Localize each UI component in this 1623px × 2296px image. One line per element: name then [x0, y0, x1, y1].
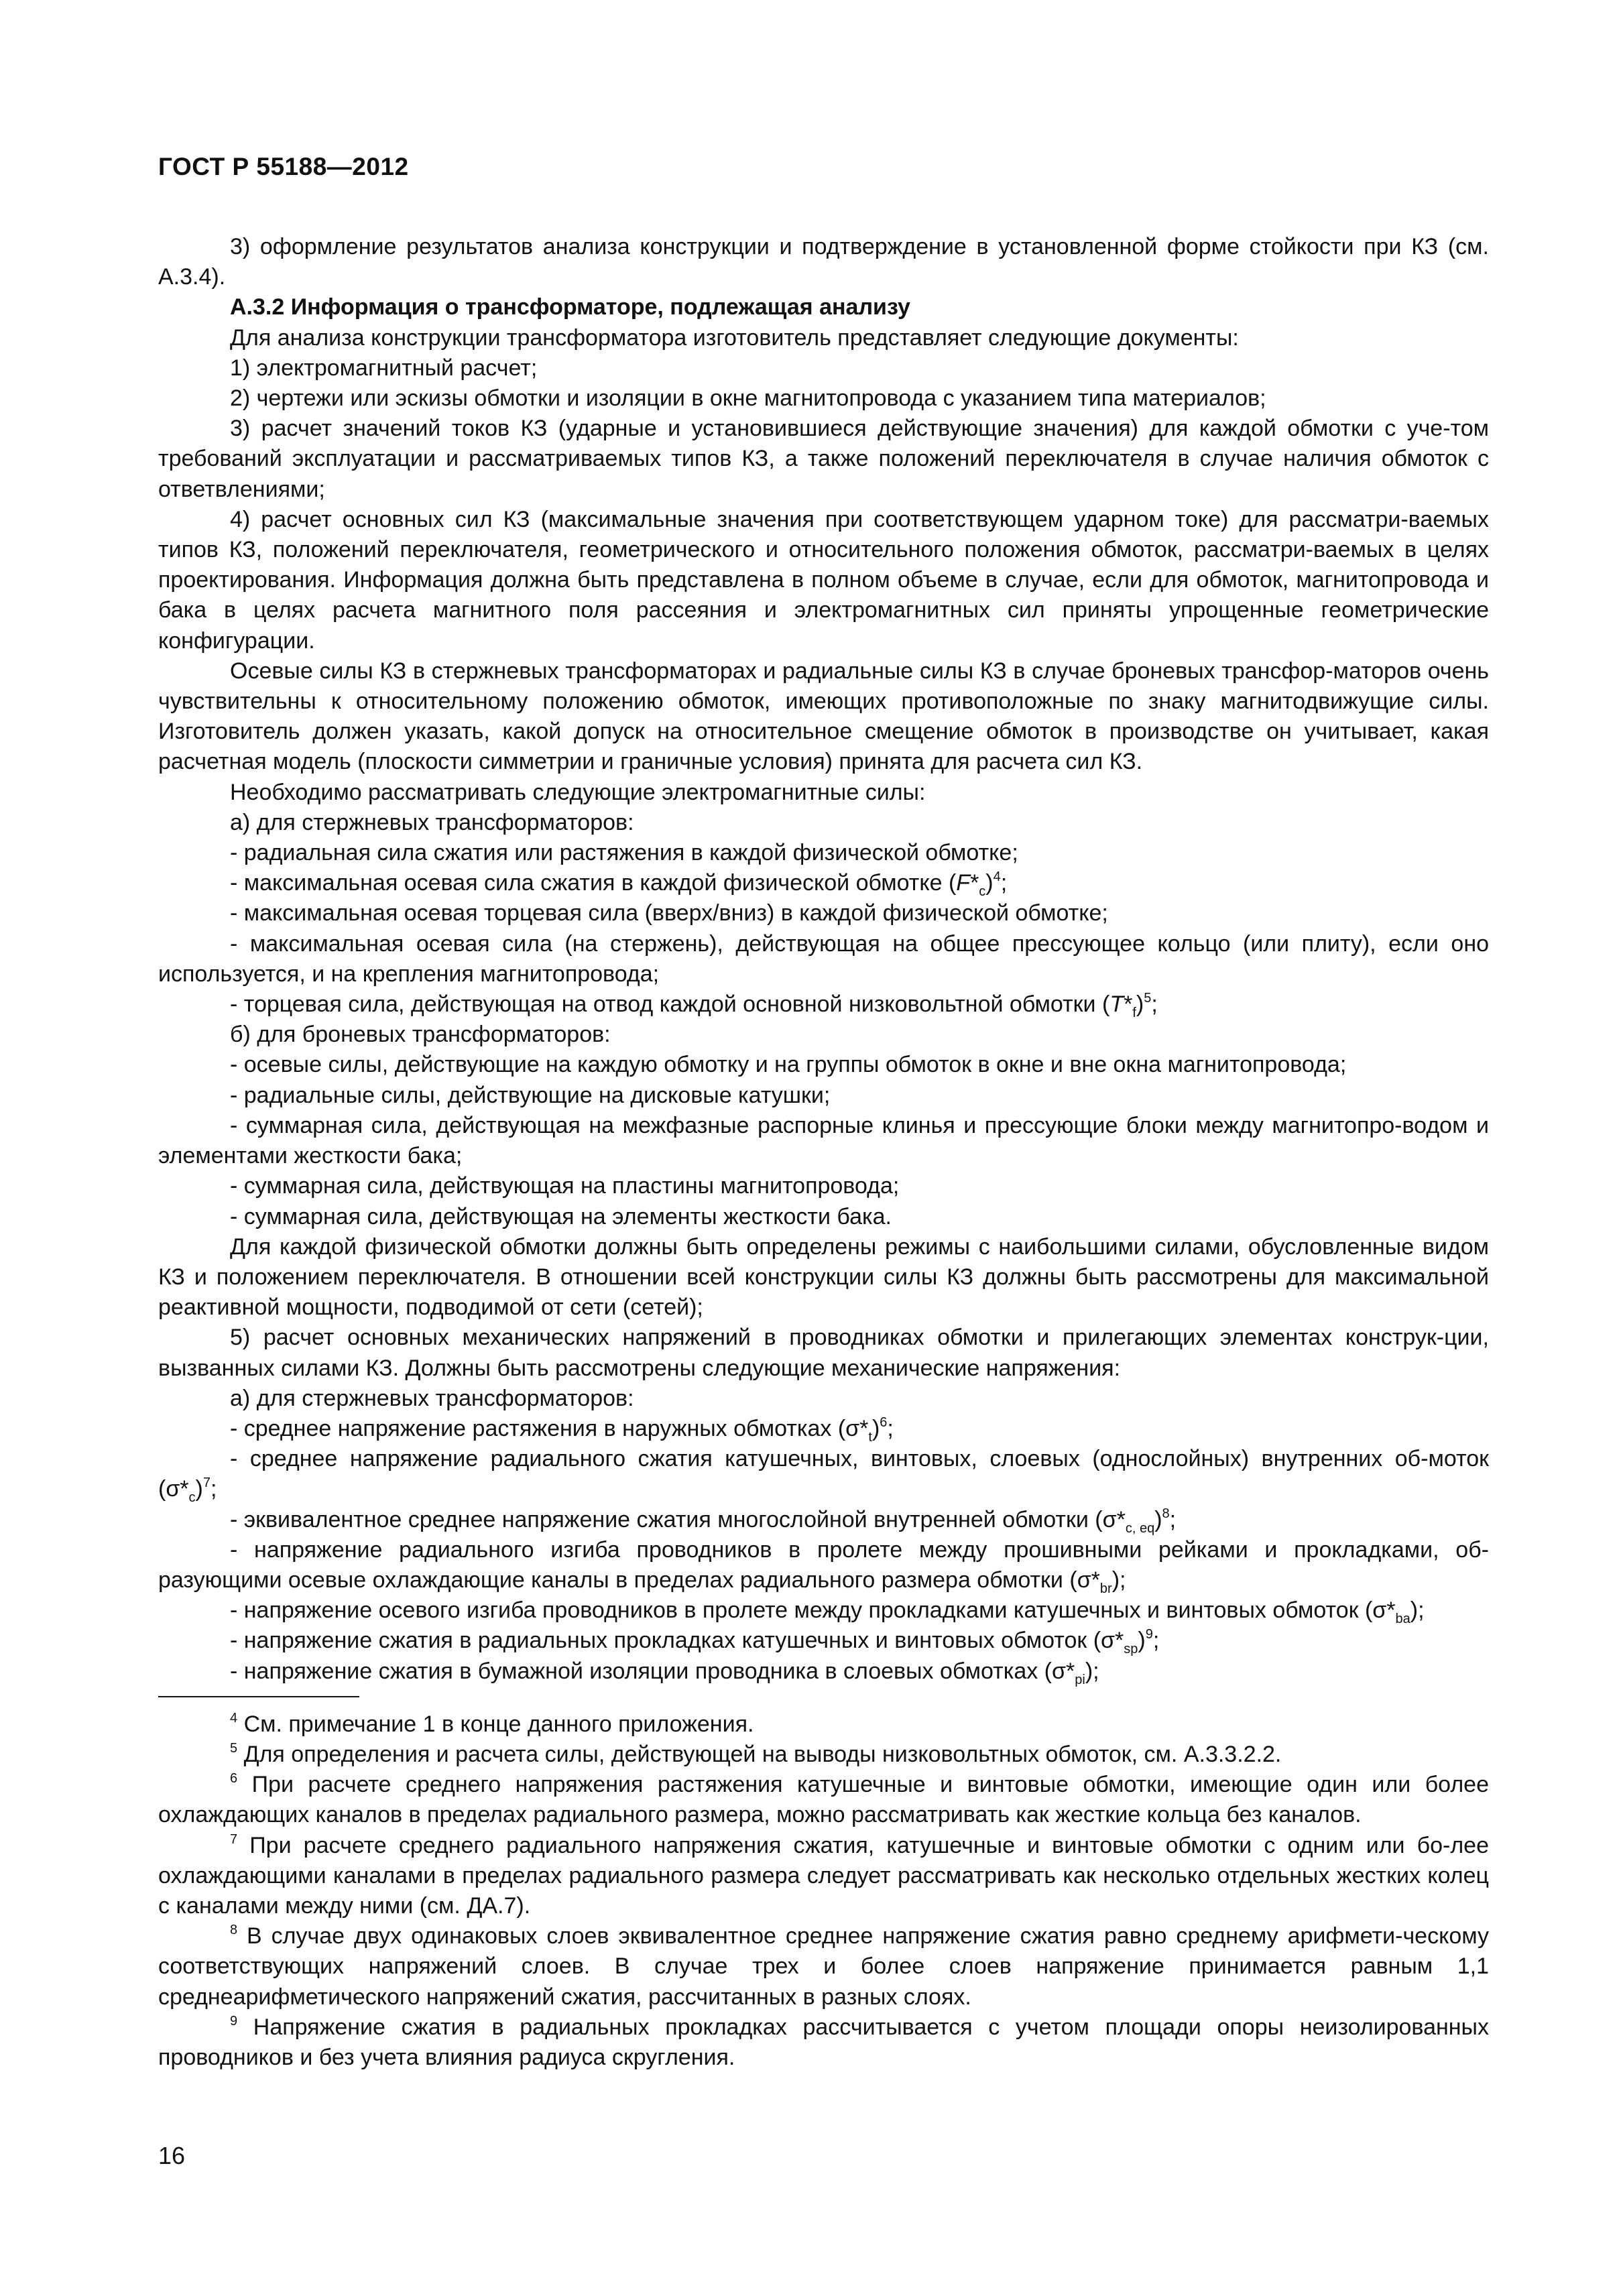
paragraph: - среднее напряжение растяжения в наружных обмотках $(\sigma*_t)^6$; [230, 1414, 894, 1445]
page-number: 16 [158, 2142, 186, 2169]
paragraph: Для анализа конструкции трансформатора изготовитель представляет следующие документы: [230, 324, 1239, 351]
document-header: ГОСТ Р 55188—2012 [158, 153, 409, 180]
paragraph: 5) расчет основных механических напряжений в проводниках обмотки и прилегающих элементах конструк-ции, вызванных силами КЗ. Должны быть рассмотрены следующие механические напряжения: [158, 1325, 1489, 1381]
paragraph: - радиальные силы, действующие на дисковые катушки; [230, 1082, 831, 1108]
paragraph: Осевые силы КЗ в стержневых трансформаторах и радиальные силы КЗ в случае броневых трансфор-маторов очень чувствительны к относительному положению обмоток, имеющих противоположные по знаку магнитодвижущие силы. Изготовитель должен указать, какой допуск на относительное смещение обмоток в производстве он учитывает, какая расчетная модель (плоскости симметрии и граничные условия) принята для расчета сил КЗ. [158, 658, 1489, 775]
paragraph: - осевые силы, действующие на каждую обмотку и на группы обмоток в окне и вне окна магнитопровода; [230, 1052, 1347, 1078]
main-text [158, 232, 1489, 1687]
footnote: $^4$ См. примечание 1 в конце данного приложения. [230, 1710, 754, 1737]
paragraph: а) для стержневых трансформаторов: [230, 1385, 634, 1411]
paragraph: 3) оформление результатов анализа конструкции и подтверждение в установленной форме стойкости при КЗ (см. А.3.4). [158, 234, 1489, 290]
paragraph: - напряжение сжатия в радиальных прокладках катушечных и винтовых обмоток $(\sigma*_{sp})^9$; [230, 1627, 1160, 1657]
paragraph: 4) расчет основных сил КЗ (максимальные значения при соответствующем ударном токе) для рассматри-ваемых типов КЗ, положений переключателя, геометрического и относительного положения обмоток, рассматри-ваемых в целях проектирования. Информация должна быть представлена в полном объеме в случае, если для обмоток, магнитопровода и бака в целях расчета магнитного поля рассеяния и электромагнитных сил приняты упрощенные геометрические конфигурации. [158, 506, 1489, 654]
paragraph: - эквивалентное среднее напряжение сжатия многослойной внутренней обмотки $(\sigma*_{c, eq})^8$; [230, 1506, 1177, 1536]
paragraph: 1) электромагнитный расчет; [230, 355, 538, 381]
footnote: $^6$ При расчете среднего напряжения растяжения катушечные и винтовые обмотки, имеющие один или более охлаждающих каналов в пределах радиального размера, можно рассматривать как жесткие кольца без каналов. [158, 1771, 1489, 1828]
paragraph: б) для броневых трансформаторов: [230, 1022, 611, 1048]
paragraph: 3) расчет значений токов КЗ (ударные и установившиеся действующие значения) для каждой обмотки с уче-том требований эксплуатации и рассматриваемых типов КЗ, а также положений переключателя в случае наличия обмоток с ответвлениями; [158, 416, 1489, 502]
paragraph: - радиальная сила сжатия или растяжения в каждой физической обмотке; [230, 840, 1018, 866]
paragraph: - напряжение радиального изгиба проводников в пролете между прошивными рейками и прокладками, об-разующими осевые охлаждающие каналы в пределах радиального размера обмотки $(\sigma*_{br})$; [158, 1536, 1489, 1596]
paragraph: - напряжение сжатия в бумажной изоляции проводника в слоевых обмотках $(\sigma*_{pi})$; [230, 1658, 1099, 1687]
paragraph: - максимальная осевая сила (на стержень), действующая на общее прессующее кольцо (или плиту), если оно используется, и на крепления магнитопровода; [158, 930, 1489, 987]
paragraph: - суммарная сила, действующая на пластины магнитопровода; [230, 1173, 900, 1199]
footnote: $^8$ В случае двух одинаковых слоев эквивалентное среднее напряжение сжатия равно среднему арифмети-ческому соответствующих напряжений слоев. В случае трех и более слоев напряжение принимается равным 1,1 среднеарифметического напряжений сжатия, рассчитанных в разных слоях. [158, 1923, 1489, 2010]
footnote: $^9$ Напряжение сжатия в радиальных прокладках рассчитывается с учетом площади опоры неизолированных проводников и без учета влияния радиуса скругления. [158, 2013, 1489, 2070]
footnote-separator [158, 1696, 359, 1697]
footnotes [158, 1709, 1489, 2073]
paragraph: - напряжение осевого изгиба проводников в пролете между прокладками катушечных и винтовых обмоток $(\sigma*_{ba})$; [230, 1597, 1425, 1627]
paragraph: Для каждой физической обмотки должны быть определены режимы с наибольшими силами, обусловленные видом КЗ и положением переключателя. В отношении всей конструкции силы КЗ должны быть рассмотрены для максимальной реактивной мощности, подводимой от сети (сетей); [158, 1233, 1489, 1321]
paragraph: А.3.2 Информация о трансформаторе, подлежащая анализу [230, 294, 910, 320]
footnote: $^5$ Для определения и расчета силы, действующей на выводы низковольтных обмоток, см. А.3.3.2.2. [230, 1740, 1282, 1767]
document-body [158, 232, 1489, 2073]
paragraph: 2) чертежи или эскизы обмотки и изоляции в окне магнитопровода с указанием типа материалов; [230, 385, 1266, 412]
paragraph: - максимальная осевая торцевая сила (вверх/вниз) в каждой физической обмотке; [230, 900, 1108, 926]
paragraph: - суммарная сила, действующая на элементы жесткости бака. [230, 1203, 892, 1229]
paragraph: - торцевая сила, действующая на отвод каждой основной низковольтной обмотки $(T*_f)^5$; [230, 991, 1158, 1021]
paragraph: - суммарная сила, действующая на межфазные распорные клинья и прессующие блоки между магнитопро-водом и элементами жесткости бака; [158, 1112, 1489, 1169]
paragraph: Необходимо рассматривать следующие электромагнитные силы: [230, 779, 926, 805]
paragraph: - максимальная осевая сила сжатия в каждой физической обмотке $(F*_c)^4$; [230, 869, 1008, 900]
footnote: $^7$ При расчете среднего радиального напряжения сжатия, катушечные и винтовые обмотки с одним или бо-лее охлаждающими каналами в пределах радиального размера следует рассматривать как несколько отдельных жестких колец с каналами между ними (см. ДА.7). [158, 1831, 1489, 1919]
paragraph: - среднее напряжение радиального сжатия катушечных, винтовых, слоевых (однослойных) внутренних об-моток $(\sigma*_c)^7$; [158, 1446, 1489, 1506]
paragraph: а) для стержневых трансформаторов: [230, 809, 634, 835]
